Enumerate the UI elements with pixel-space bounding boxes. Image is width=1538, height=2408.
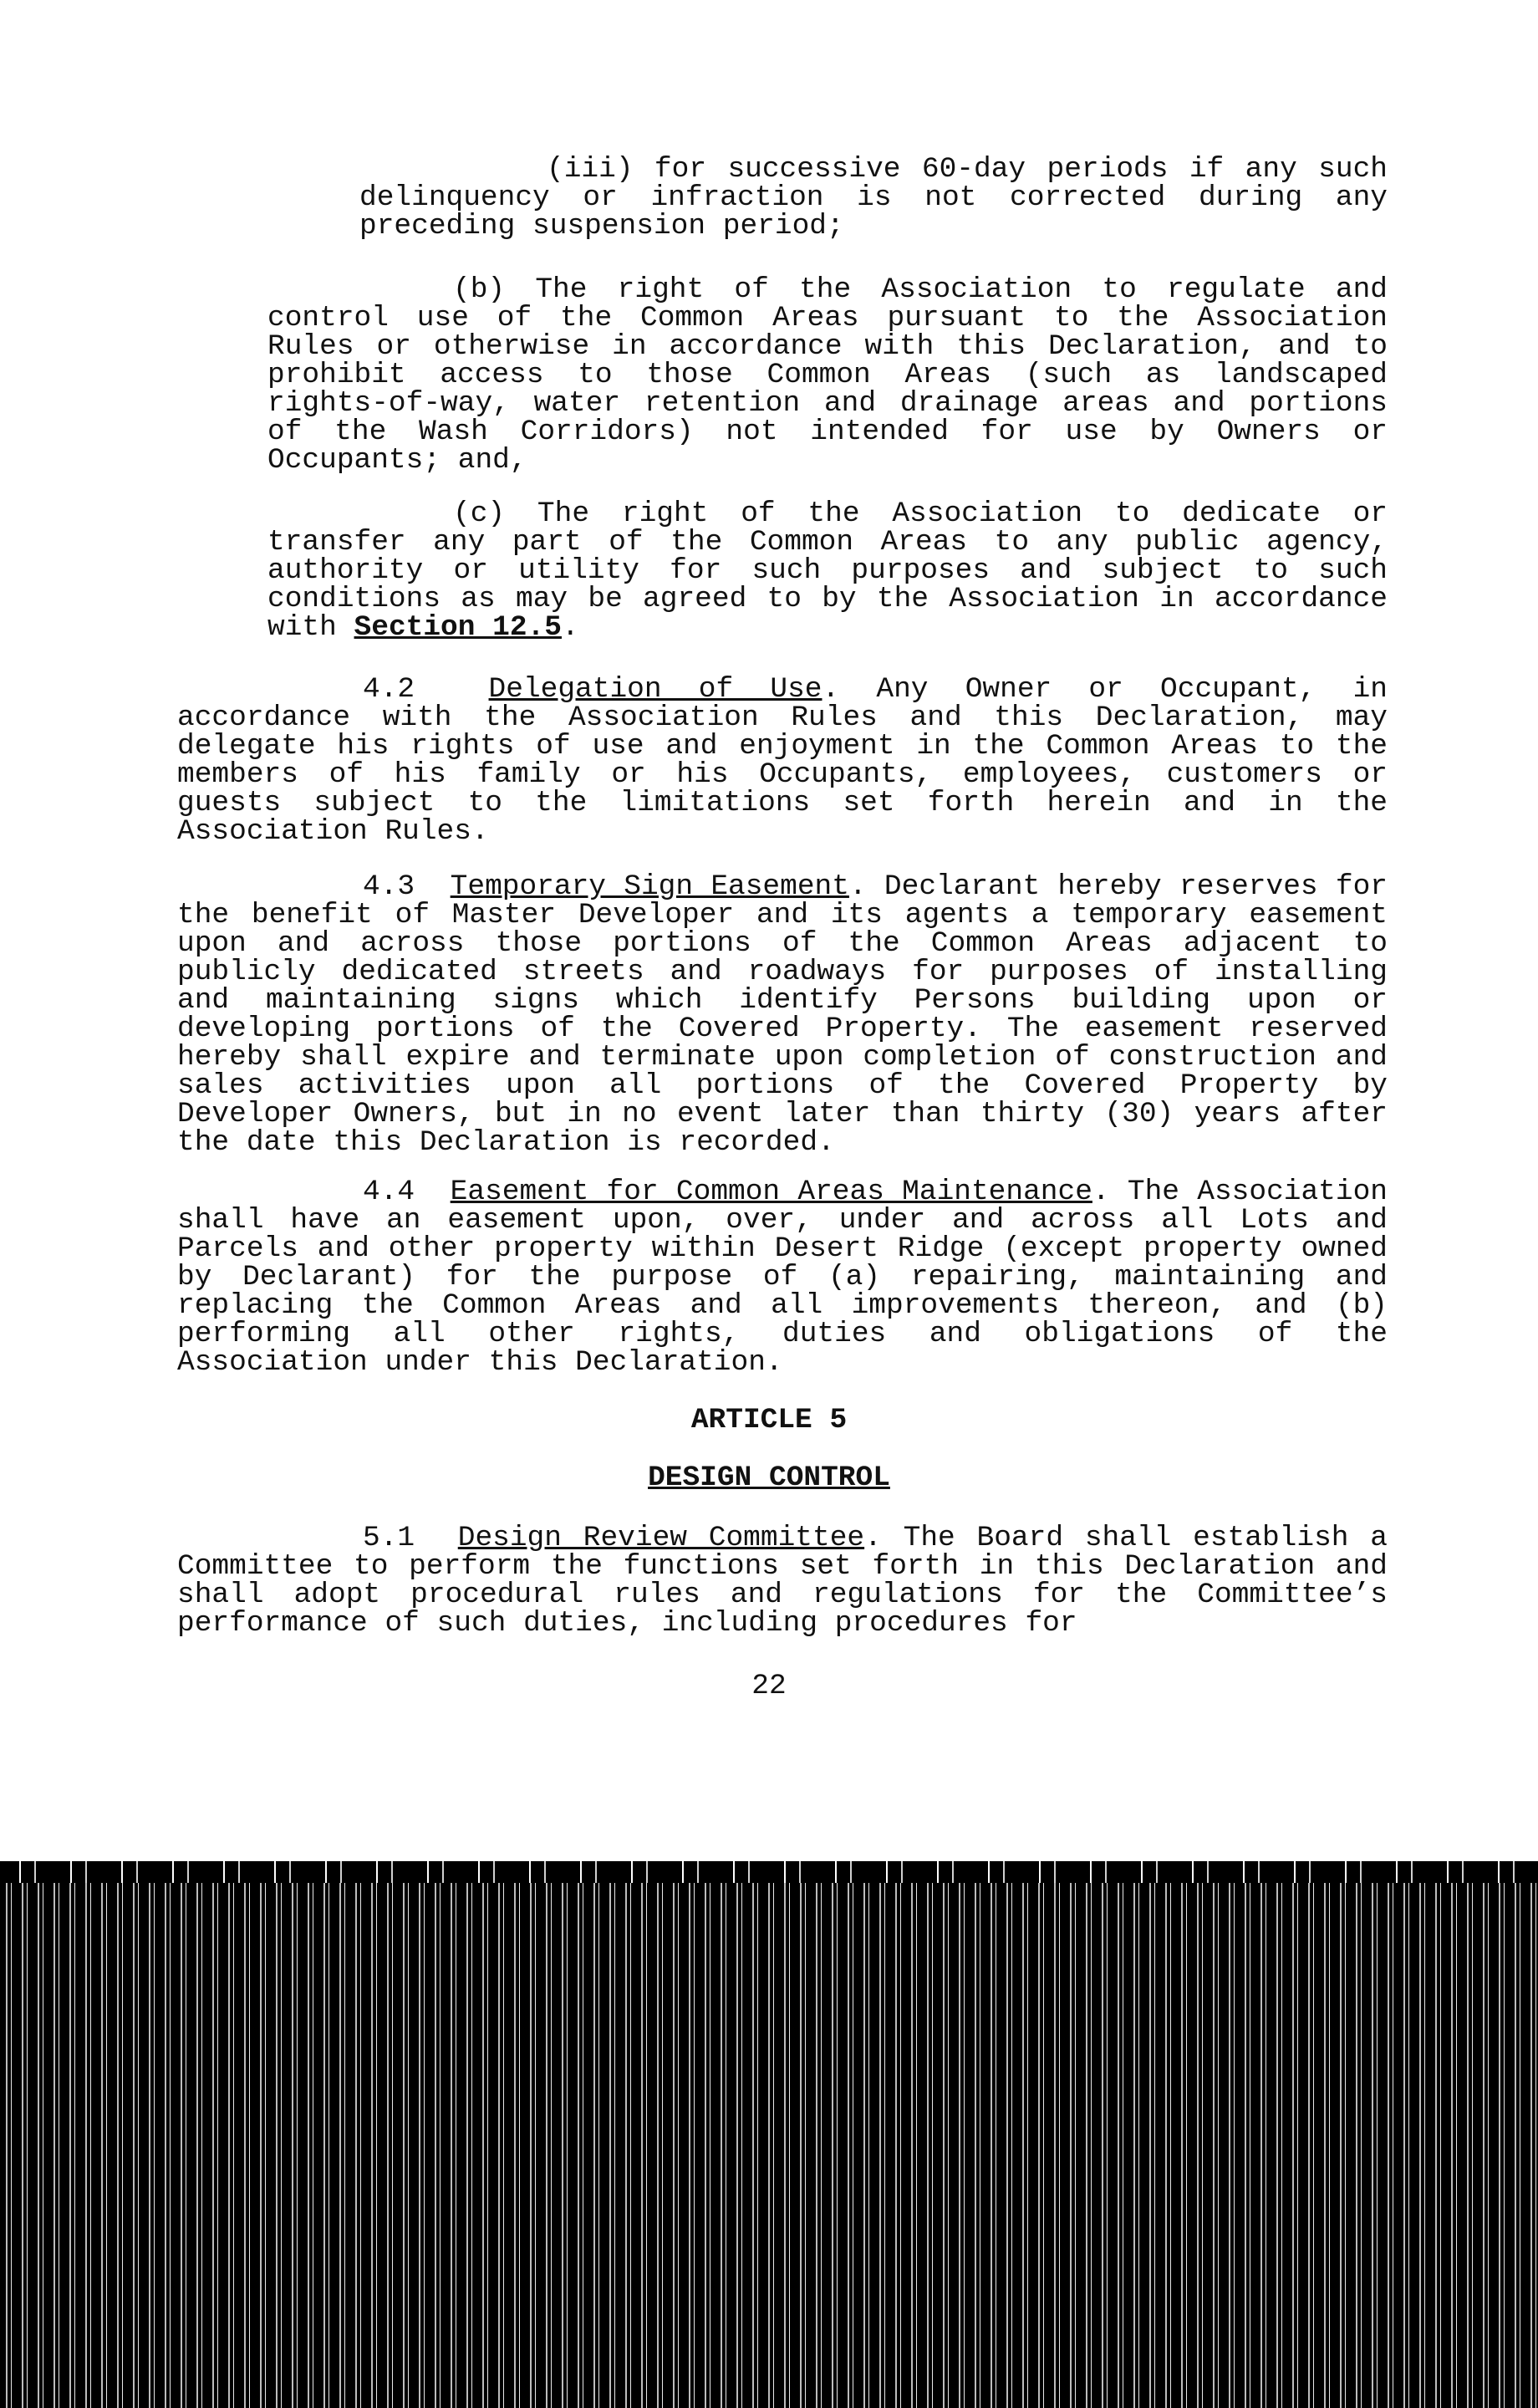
- section-4-3-text: . Declarant hereby reserves for the benefit of Master Developer and its agents a temporary easement upon and across those portions of the Common Areas adjacent to publicly dedicated streets and roadways for purposes of installing and maintaining signs which identify Persons building upon or developing portions of the Covered Property. The easement reserved hereby shall expire and terminate upon completion of construction and sales activities upon all portions of the Covered Property by Developer Owners, but in no event later than thirty (30) years after the date this Declaration is recorded.: [177, 870, 1388, 1159]
- section-4-4-number: 4.4: [363, 1176, 415, 1208]
- section-5-1-text: . The Board shall establish a Committee to perform the functions set forth in this Declaration and shall adopt procedural rules and regulations for the Committee’s performance of such duties, including procedures for: [177, 1522, 1388, 1640]
- section-4-3-title: Temporary Sign Easement: [450, 870, 849, 903]
- scan-artifact-band: [0, 1861, 1538, 2408]
- page-number: 22: [751, 1670, 787, 1702]
- section-4-2: [177, 673, 1388, 848]
- paragraph-iii: [359, 153, 1388, 242]
- paragraph-b-text: (b) The right of the Association to regulate and control use of the Common Areas pursuant to the Association Rules or otherwise in accordance with this Declaration, and to prohibit access to those Common Areas (such as landscaped rights-of-way, water retention and drainage areas and portions of the Wash Corridors) not intended for use by Owners or Occupants; and,: [267, 273, 1388, 477]
- section-4-4-title: Easement for Common Areas Maintenance: [450, 1176, 1092, 1208]
- section-5-1-number: 5.1: [363, 1522, 415, 1554]
- section-4-3: [177, 870, 1388, 1159]
- section-4-2-number: 4.2: [363, 673, 415, 706]
- section-4-3-number: 4.3: [363, 870, 415, 903]
- section-5-1: [177, 1524, 1388, 1638]
- section-4-4-text: . The Association shall have an easement upon, over, under and across all Lots and Parcels and other property within Desert Ridge (except property owned by Declarant) for the purpose of (a) repairing, maintaining and replacing the Common Areas and all improvements thereon, and (b) performing all other rights, duties and obligations of the Association under this Declaration.: [177, 1176, 1388, 1379]
- section-reference-link: Section 12.5: [354, 611, 562, 644]
- paragraph-iii-text: (iii) for successive 60-day periods if any such delinquency or infraction is not corrected during any preceding suspension period;: [359, 153, 1388, 242]
- paragraph-c-text: (c) The right of the Association to dedicate or transfer any part of the Common Areas to any public agency, authority or utility for such purposes and subject to such conditions as may be agreed to by the Association in accordance with: [267, 497, 1388, 644]
- section-5-1-title: Design Review Committee: [457, 1522, 865, 1554]
- scan-artifact-edge: [0, 1861, 1538, 1883]
- section-4-4: [177, 1178, 1388, 1377]
- article-title: DESIGN CONTROL: [648, 1462, 890, 1494]
- paragraph-c: [267, 497, 1388, 644]
- article-heading: ARTICLE 5: [690, 1404, 848, 1436]
- section-4-2-title: Delegation of Use: [488, 673, 822, 706]
- paragraph-b: [267, 273, 1388, 477]
- paragraph-c-end: .: [561, 611, 579, 644]
- section-4-2-text: . Any Owner or Occupant, in accordance with the Association Rules and this Declaration, may delegate his rights of use and enjoyment in the Common Areas to the members of his family or his Occupants, employees, customers or guests subject to the limitations set forth herein and in the Association Rules.: [177, 673, 1388, 848]
